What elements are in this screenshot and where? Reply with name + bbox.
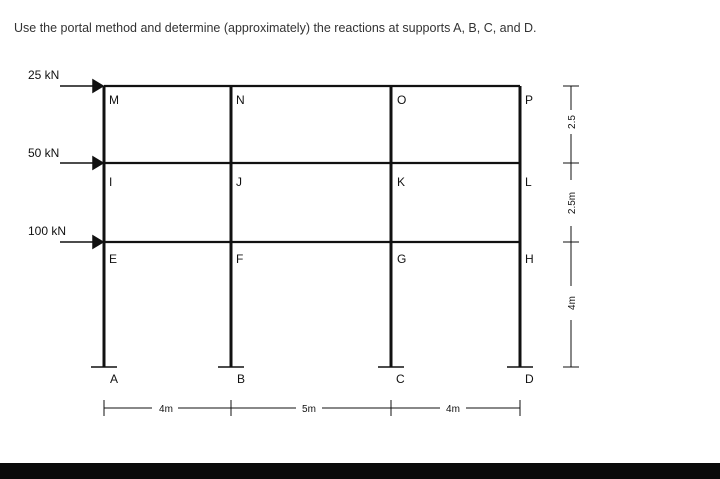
- question-text: Use the portal method and determine (approximately) the reactions at supports A, B, C, and D.: [14, 21, 537, 35]
- story-height-middle: 2.5m: [567, 191, 578, 215]
- bay-dimension-cd: 4m: [446, 404, 460, 415]
- joint-label-o: O: [397, 93, 407, 107]
- height-dimension-labels: [567, 115, 578, 310]
- bottom-bar: [0, 463, 720, 479]
- joint-label-i: I: [109, 175, 113, 189]
- joint-label-e: E: [109, 252, 118, 266]
- load-arrows: [60, 80, 103, 248]
- load-label-second: 50 kN: [28, 146, 60, 160]
- support-label-c: C: [396, 372, 405, 386]
- support-label-d: D: [525, 372, 534, 386]
- joint-label-m: M: [109, 93, 119, 107]
- joint-label-k: K: [397, 175, 406, 189]
- joint-label-g: G: [397, 252, 407, 266]
- arrowhead-roof: [93, 80, 103, 92]
- joint-label-n: N: [236, 93, 245, 107]
- story-height-top: 2.5: [567, 115, 578, 129]
- joint-label-f: F: [236, 252, 244, 266]
- bay-dimension-ab: 4m: [159, 404, 173, 415]
- load-label-first: 100 kN: [28, 224, 67, 238]
- load-labels: [28, 68, 66, 238]
- joint-label-j: J: [236, 175, 242, 189]
- support-label-a: A: [110, 372, 119, 386]
- story-height-bottom: 4m: [567, 296, 578, 310]
- beams: [104, 86, 520, 242]
- columns: [104, 86, 520, 367]
- arrowhead-first: [93, 236, 103, 248]
- arrowhead-second: [93, 157, 103, 169]
- joint-label-p: P: [525, 93, 534, 107]
- joint-label-l: L: [525, 175, 532, 189]
- load-label-roof: 25 kN: [28, 68, 60, 82]
- support-label-b: B: [237, 372, 246, 386]
- joint-label-h: H: [525, 252, 534, 266]
- bay-dimension-bc: 5m: [302, 404, 316, 415]
- bay-dimension-labels: [159, 404, 460, 415]
- joint-labels: [109, 93, 534, 386]
